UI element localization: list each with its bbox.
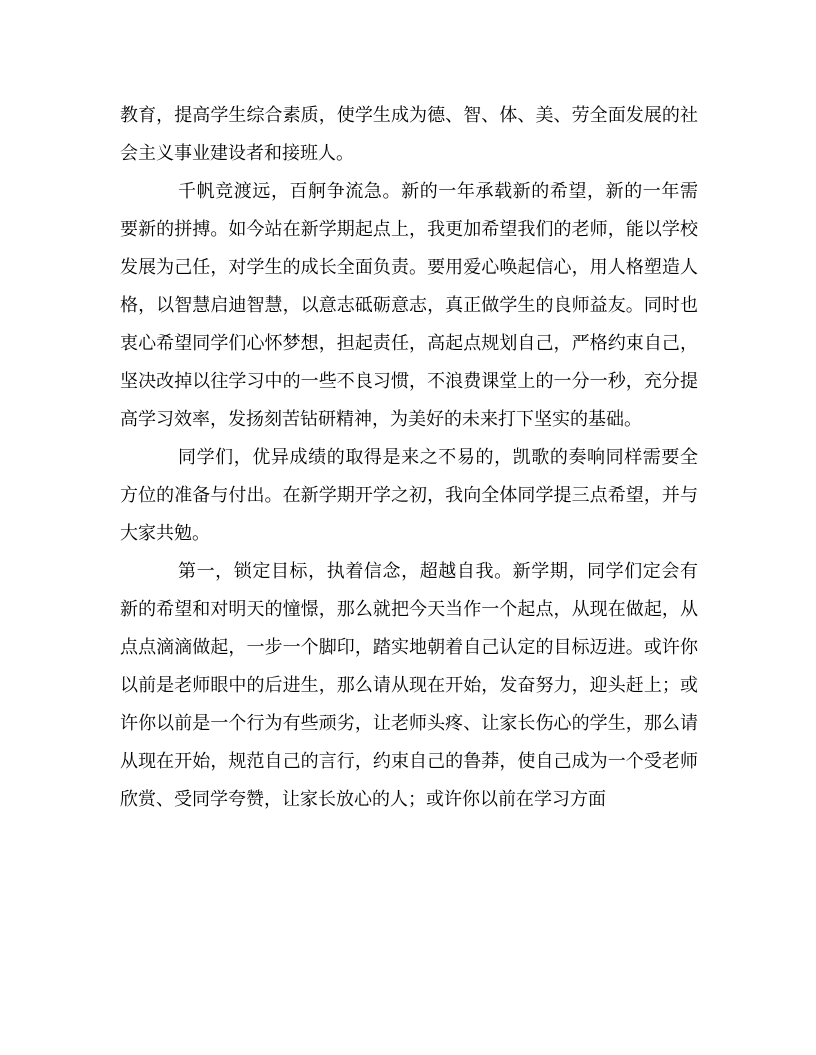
paragraph-2: 千帆竞渡远，百舸争流急。新的一年承载新的希望，新的一年需要新的拼搏。如今站在新学期起点上，我更加希望我们的老师，能以学校发展为己任，对学生的成长全面负责。要用爱心唤起信心，用人格塑造人格，以智慧启迪智慧，以意志砥砺意志，真正做学生的良师益友。同时也衷心希望同学们心怀梦想，担起责任，高起点规划自己，严格约束自己，坚决改掉以往学习中的一些不良习惯，不浪费课堂上的一分一秒，充分提高学习效率，发扬刻苦钻研精神，为美好的未来打下坚实的基础。 [120, 181, 698, 430]
paragraph-1: 教育，提高学生综合素质，使学生成为德、智、体、美、劳全面发展的社会主义事业建设者和接班人。 [120, 105, 698, 164]
paragraph-3: 同学们，优异成绩的取得是来之不易的，凯歌的奏响同样需要全方位的准备与付出。在新学期开学之初，我向全体同学提三点希望，并与大家共勉。 [120, 447, 698, 544]
document-body [120, 97, 698, 819]
paragraph-4: 第一，锁定目标，执着信念，超越自我。新学期，同学们定会有新的希望和对明天的憧憬，那么就把今天当作一个起点，从现在做起，从点点滴滴做起，一步一个脚印，踏实地朝着自己认定的目标迈进。或许你以前是老师眼中的后进生，那么请从现在开始，发奋努力，迎头赶上；或许你以前是一个行为有些顽劣，让老师头疼、让家长伤心的学生，那么请从现在开始，规范自己的言行，约束自己的鲁莽，使自己成为一个受老师欣赏、受同学夸赞，让家长放心的人；或许你以前在学习方面 [120, 561, 698, 810]
